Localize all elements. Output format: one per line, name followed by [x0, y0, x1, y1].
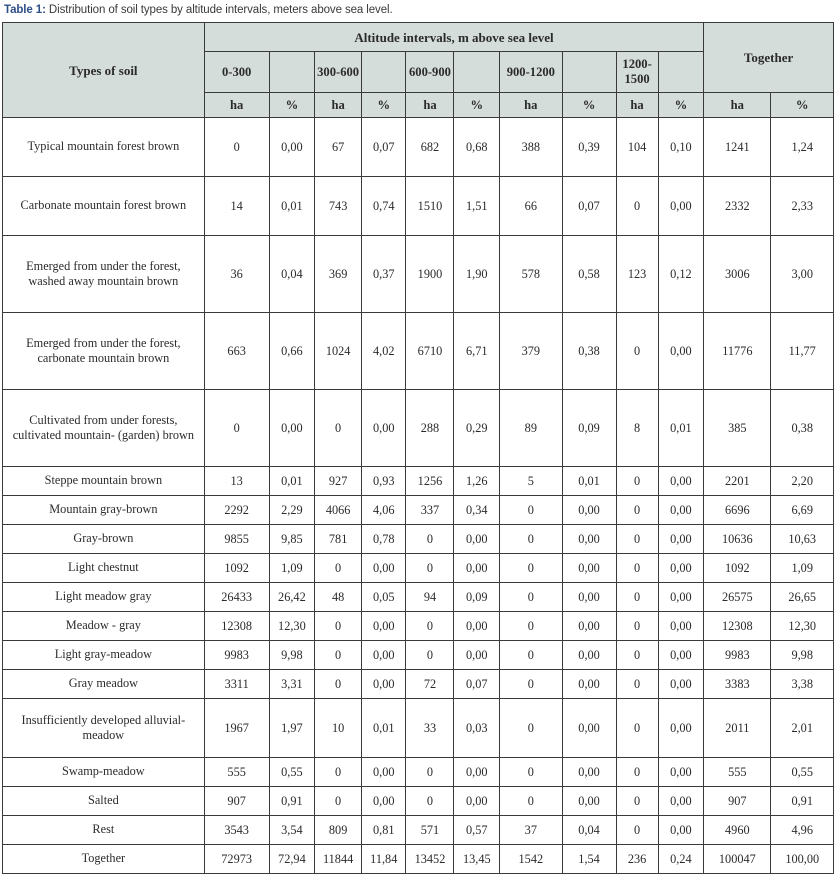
- cell-value: 555: [704, 758, 771, 787]
- cell-value: 5: [500, 467, 562, 496]
- cell-value: 1241: [704, 118, 771, 177]
- cell-value: 0,58: [562, 236, 616, 313]
- cell-value: 1510: [406, 177, 454, 236]
- cell-value: 1542: [500, 845, 562, 874]
- header-unit-7: ha: [500, 93, 562, 118]
- cell-value: 4,02: [362, 313, 406, 390]
- header-unit-3: ha: [315, 93, 362, 118]
- cell-value: 0,00: [562, 554, 616, 583]
- cell-value: 2,01: [771, 699, 834, 758]
- cell-value: 0,00: [269, 390, 315, 467]
- cell-value: 0,00: [562, 787, 616, 816]
- cell-value: 0: [406, 641, 454, 670]
- cell-value: 0,00: [454, 758, 500, 787]
- cell-value: 0: [406, 612, 454, 641]
- cell-value: 6710: [406, 313, 454, 390]
- table-row: [3, 641, 834, 670]
- cell-value: 104: [616, 118, 658, 177]
- cell-value: 26,65: [771, 583, 834, 612]
- cell-value: 0,00: [658, 177, 704, 236]
- cell-value: 663: [204, 313, 269, 390]
- table-row: [3, 845, 834, 874]
- cell-value: 89: [500, 390, 562, 467]
- cell-value: 0,00: [658, 699, 704, 758]
- cell-value: 4,06: [362, 496, 406, 525]
- cell-value: 0,29: [454, 390, 500, 467]
- cell-value: 100047: [704, 845, 771, 874]
- cell-value: 0: [616, 467, 658, 496]
- cell-value: 3,38: [771, 670, 834, 699]
- cell-value: 0: [616, 641, 658, 670]
- cell-value: 48: [315, 583, 362, 612]
- cell-value: 743: [315, 177, 362, 236]
- header-interval-300-600-blank: [362, 52, 406, 93]
- cell-value: 288: [406, 390, 454, 467]
- cell-value: 12,30: [269, 612, 315, 641]
- cell-value: 236: [616, 845, 658, 874]
- cell-value: 0: [500, 612, 562, 641]
- table-row: [3, 496, 834, 525]
- cell-value: 0,00: [362, 612, 406, 641]
- cell-value: 0,00: [658, 758, 704, 787]
- cell-value: 94: [406, 583, 454, 612]
- cell-value: 9983: [204, 641, 269, 670]
- cell-value: 0,38: [771, 390, 834, 467]
- cell-value: 37: [500, 816, 562, 845]
- header-unit-4: %: [362, 93, 406, 118]
- cell-value: 0: [616, 758, 658, 787]
- header-interval-300-600: 300-600: [315, 52, 362, 93]
- cell-value: 72,94: [269, 845, 315, 874]
- soil-type-name: Salted: [3, 787, 205, 816]
- cell-value: 123: [616, 236, 658, 313]
- cell-value: 0: [616, 496, 658, 525]
- cell-value: 0: [616, 612, 658, 641]
- cell-value: 0,05: [362, 583, 406, 612]
- cell-value: 0,57: [454, 816, 500, 845]
- cell-value: 0,00: [658, 554, 704, 583]
- cell-value: 1,26: [454, 467, 500, 496]
- cell-value: 781: [315, 525, 362, 554]
- cell-value: 0,07: [562, 177, 616, 236]
- cell-value: 13,45: [454, 845, 500, 874]
- soil-type-name: Insufficiently developed alluvial-meadow: [3, 699, 205, 758]
- soil-type-name: Together: [3, 845, 205, 874]
- cell-value: 0,38: [562, 313, 616, 390]
- cell-value: 385: [704, 390, 771, 467]
- cell-value: 0,00: [362, 390, 406, 467]
- cell-value: 0,66: [269, 313, 315, 390]
- header-unit-8: %: [562, 93, 616, 118]
- cell-value: 0: [315, 641, 362, 670]
- cell-value: 0,00: [562, 641, 616, 670]
- cell-value: 6,71: [454, 313, 500, 390]
- cell-value: 3,54: [269, 816, 315, 845]
- cell-value: 0,00: [562, 699, 616, 758]
- cell-value: 0,00: [562, 583, 616, 612]
- cell-value: 1,54: [562, 845, 616, 874]
- cell-value: 0,00: [658, 612, 704, 641]
- cell-value: 0: [315, 758, 362, 787]
- table-row: [3, 525, 834, 554]
- cell-value: 0: [500, 699, 562, 758]
- cell-value: 0: [500, 583, 562, 612]
- cell-value: 0,00: [362, 758, 406, 787]
- cell-value: 0,91: [269, 787, 315, 816]
- soil-type-name: Mountain gray-brown: [3, 496, 205, 525]
- cell-value: 0: [406, 787, 454, 816]
- soil-type-name: Rest: [3, 816, 205, 845]
- cell-value: 0,00: [658, 787, 704, 816]
- cell-value: 12308: [204, 612, 269, 641]
- header-unit-6: %: [454, 93, 500, 118]
- cell-value: 0,04: [269, 236, 315, 313]
- cell-value: 0,24: [658, 845, 704, 874]
- cell-value: 2011: [704, 699, 771, 758]
- table-caption-text: Distribution of soil types by altitude intervals, meters above sea level.: [48, 4, 393, 16]
- cell-value: 1900: [406, 236, 454, 313]
- cell-value: 10: [315, 699, 362, 758]
- cell-value: 337: [406, 496, 454, 525]
- cell-value: 8: [616, 390, 658, 467]
- cell-value: 0,01: [562, 467, 616, 496]
- cell-value: 0,00: [658, 816, 704, 845]
- cell-value: 0,00: [562, 612, 616, 641]
- cell-value: 12,30: [771, 612, 834, 641]
- cell-value: 0: [616, 554, 658, 583]
- header-unit-10: %: [658, 93, 704, 118]
- cell-value: 3006: [704, 236, 771, 313]
- cell-value: 72973: [204, 845, 269, 874]
- cell-value: 4960: [704, 816, 771, 845]
- cell-value: 3543: [204, 816, 269, 845]
- cell-value: 1,97: [269, 699, 315, 758]
- header-interval-0-300-blank: [269, 52, 315, 93]
- cell-value: 4066: [315, 496, 362, 525]
- cell-value: 9855: [204, 525, 269, 554]
- table-row: [3, 313, 834, 390]
- cell-value: 0: [406, 525, 454, 554]
- header-group-altitude-intervals: Altitude intervals, m above sea level: [204, 23, 703, 52]
- cell-value: 0: [616, 583, 658, 612]
- soil-type-name: Emerged from under the forest, washed away mountain brown: [3, 236, 205, 313]
- cell-value: 14: [204, 177, 269, 236]
- cell-value: 0,55: [771, 758, 834, 787]
- cell-value: 0,00: [658, 313, 704, 390]
- header-unit-9: ha: [616, 93, 658, 118]
- cell-value: 0,04: [562, 816, 616, 845]
- header-types-of-soil: Types of soil: [3, 23, 205, 118]
- cell-value: 907: [704, 787, 771, 816]
- soil-type-name: Light chestnut: [3, 554, 205, 583]
- cell-value: 682: [406, 118, 454, 177]
- cell-value: 2292: [204, 496, 269, 525]
- header-interval-600-900-blank: [454, 52, 500, 93]
- cell-value: 0: [500, 525, 562, 554]
- header-interval-1200-1500-blank: [658, 52, 704, 93]
- cell-value: 0,00: [362, 787, 406, 816]
- header-row-groups: [3, 23, 834, 52]
- cell-value: 0,00: [658, 467, 704, 496]
- cell-value: 0: [315, 554, 362, 583]
- header-interval-600-900: 600-900: [406, 52, 454, 93]
- cell-value: 0,78: [362, 525, 406, 554]
- soil-type-name: Meadow - gray: [3, 612, 205, 641]
- table-row: [3, 612, 834, 641]
- cell-value: 0: [616, 525, 658, 554]
- cell-value: 0,00: [658, 496, 704, 525]
- cell-value: 0,34: [454, 496, 500, 525]
- cell-value: 0,09: [562, 390, 616, 467]
- cell-value: 1092: [204, 554, 269, 583]
- cell-value: 2,29: [269, 496, 315, 525]
- table-row: [3, 816, 834, 845]
- header-unit-1: ha: [204, 93, 269, 118]
- cell-value: 9983: [704, 641, 771, 670]
- table-row: [3, 758, 834, 787]
- cell-value: 2332: [704, 177, 771, 236]
- cell-value: 0,00: [658, 641, 704, 670]
- cell-value: 10636: [704, 525, 771, 554]
- cell-value: 1,09: [269, 554, 315, 583]
- cell-value: 0,00: [658, 583, 704, 612]
- cell-value: 0: [315, 787, 362, 816]
- cell-value: 66: [500, 177, 562, 236]
- soil-type-name: Gray meadow: [3, 670, 205, 699]
- cell-value: 26575: [704, 583, 771, 612]
- cell-value: 1024: [315, 313, 362, 390]
- cell-value: 0,00: [269, 118, 315, 177]
- cell-value: 1,09: [771, 554, 834, 583]
- cell-value: 0,00: [362, 670, 406, 699]
- cell-value: 0,91: [771, 787, 834, 816]
- cell-value: 36: [204, 236, 269, 313]
- cell-value: 0,00: [454, 641, 500, 670]
- cell-value: 0: [616, 816, 658, 845]
- cell-value: 0,00: [562, 496, 616, 525]
- cell-value: 2,33: [771, 177, 834, 236]
- cell-value: 0,01: [362, 699, 406, 758]
- cell-value: 0,68: [454, 118, 500, 177]
- cell-value: 10,63: [771, 525, 834, 554]
- cell-value: 555: [204, 758, 269, 787]
- cell-value: 3311: [204, 670, 269, 699]
- cell-value: 3,31: [269, 670, 315, 699]
- cell-value: 3383: [704, 670, 771, 699]
- soil-type-name: Light meadow gray: [3, 583, 205, 612]
- cell-value: 379: [500, 313, 562, 390]
- table-row: [3, 670, 834, 699]
- cell-value: 13452: [406, 845, 454, 874]
- cell-value: 6696: [704, 496, 771, 525]
- cell-value: 0,00: [454, 612, 500, 641]
- cell-value: 0: [616, 670, 658, 699]
- cell-value: 0,37: [362, 236, 406, 313]
- cell-value: 571: [406, 816, 454, 845]
- cell-value: 0,00: [562, 670, 616, 699]
- cell-value: 0: [616, 787, 658, 816]
- cell-value: 2201: [704, 467, 771, 496]
- cell-value: 2,20: [771, 467, 834, 496]
- cell-value: 4,96: [771, 816, 834, 845]
- cell-value: 0: [315, 670, 362, 699]
- cell-value: 0: [616, 177, 658, 236]
- cell-value: 0,03: [454, 699, 500, 758]
- soil-type-name: Steppe mountain brown: [3, 467, 205, 496]
- cell-value: 0,00: [454, 787, 500, 816]
- table-row: [3, 177, 834, 236]
- cell-value: 0: [204, 118, 269, 177]
- cell-value: 0,01: [269, 467, 315, 496]
- soil-type-name: Light gray-meadow: [3, 641, 205, 670]
- cell-value: 907: [204, 787, 269, 816]
- cell-value: 0,01: [658, 390, 704, 467]
- cell-value: 1967: [204, 699, 269, 758]
- cell-value: 11844: [315, 845, 362, 874]
- table-caption-label: Table 1:: [4, 4, 46, 16]
- cell-value: 809: [315, 816, 362, 845]
- cell-value: 9,98: [771, 641, 834, 670]
- table-row: [3, 467, 834, 496]
- cell-value: 11776: [704, 313, 771, 390]
- header-unit-12: %: [771, 93, 834, 118]
- cell-value: 0,00: [658, 525, 704, 554]
- table-caption: [0, 0, 836, 22]
- cell-value: 72: [406, 670, 454, 699]
- cell-value: 0: [315, 612, 362, 641]
- soil-type-name: Swamp-meadow: [3, 758, 205, 787]
- cell-value: 0,93: [362, 467, 406, 496]
- cell-value: 1,24: [771, 118, 834, 177]
- cell-value: 0: [500, 641, 562, 670]
- table-row: [3, 787, 834, 816]
- cell-value: 0,00: [454, 554, 500, 583]
- table-body: [3, 118, 834, 874]
- cell-value: 33: [406, 699, 454, 758]
- cell-value: 3,00: [771, 236, 834, 313]
- cell-value: 0,39: [562, 118, 616, 177]
- cell-value: 0: [500, 787, 562, 816]
- header-interval-900-1200-blank: [562, 52, 616, 93]
- cell-value: 927: [315, 467, 362, 496]
- cell-value: 0,01: [269, 177, 315, 236]
- cell-value: 9,85: [269, 525, 315, 554]
- table-row: [3, 236, 834, 313]
- cell-value: 1,90: [454, 236, 500, 313]
- cell-value: 388: [500, 118, 562, 177]
- cell-value: 100,00: [771, 845, 834, 874]
- soil-type-name: Typical mountain forest brown: [3, 118, 205, 177]
- cell-value: 369: [315, 236, 362, 313]
- cell-value: 0: [315, 390, 362, 467]
- cell-value: 0,09: [454, 583, 500, 612]
- header-unit-11: ha: [704, 93, 771, 118]
- table-row: [3, 699, 834, 758]
- cell-value: 26,42: [269, 583, 315, 612]
- cell-value: 0,07: [362, 118, 406, 177]
- cell-value: 6,69: [771, 496, 834, 525]
- cell-value: 1,51: [454, 177, 500, 236]
- cell-value: 0,00: [562, 525, 616, 554]
- cell-value: 0,10: [658, 118, 704, 177]
- cell-value: 578: [500, 236, 562, 313]
- cell-value: 13: [204, 467, 269, 496]
- cell-value: 67: [315, 118, 362, 177]
- cell-value: 0,07: [454, 670, 500, 699]
- header-interval-1200-1500: 1200-1500: [616, 52, 658, 93]
- cell-value: 0,00: [454, 525, 500, 554]
- header-unit-2: %: [269, 93, 315, 118]
- cell-value: 0: [500, 554, 562, 583]
- cell-value: 0,00: [562, 758, 616, 787]
- cell-value: 1092: [704, 554, 771, 583]
- cell-value: 0,00: [658, 670, 704, 699]
- cell-value: 0,55: [269, 758, 315, 787]
- header-group-together: Together: [704, 23, 834, 93]
- table-row: [3, 390, 834, 467]
- cell-value: 11,84: [362, 845, 406, 874]
- cell-value: 0: [500, 758, 562, 787]
- cell-value: 0: [406, 554, 454, 583]
- table-row: [3, 554, 834, 583]
- header-interval-0-300: 0-300: [204, 52, 269, 93]
- cell-value: 0,74: [362, 177, 406, 236]
- cell-value: 26433: [204, 583, 269, 612]
- header-unit-5: ha: [406, 93, 454, 118]
- cell-value: 0: [500, 496, 562, 525]
- cell-value: 12308: [704, 612, 771, 641]
- soil-type-name: Emerged from under the forest, carbonate mountain brown: [3, 313, 205, 390]
- cell-value: 0: [616, 699, 658, 758]
- table-header: [3, 23, 834, 118]
- cell-value: 0: [616, 313, 658, 390]
- cell-value: 0,00: [362, 641, 406, 670]
- table-container: [2, 22, 834, 874]
- cell-value: 9,98: [269, 641, 315, 670]
- cell-value: 0,00: [362, 554, 406, 583]
- cell-value: 0,12: [658, 236, 704, 313]
- cell-value: 0: [500, 670, 562, 699]
- cell-value: 1256: [406, 467, 454, 496]
- soil-distribution-table: [2, 22, 834, 874]
- cell-value: 11,77: [771, 313, 834, 390]
- soil-type-name: Gray-brown: [3, 525, 205, 554]
- table-row: [3, 583, 834, 612]
- cell-value: 0: [406, 758, 454, 787]
- cell-value: 0,81: [362, 816, 406, 845]
- table-row: [3, 118, 834, 177]
- soil-type-name: Carbonate mountain forest brown: [3, 177, 205, 236]
- header-interval-900-1200: 900-1200: [500, 52, 562, 93]
- cell-value: 0: [204, 390, 269, 467]
- soil-type-name: Cultivated from under forests, cultivated mountain- (garden) brown: [3, 390, 205, 467]
